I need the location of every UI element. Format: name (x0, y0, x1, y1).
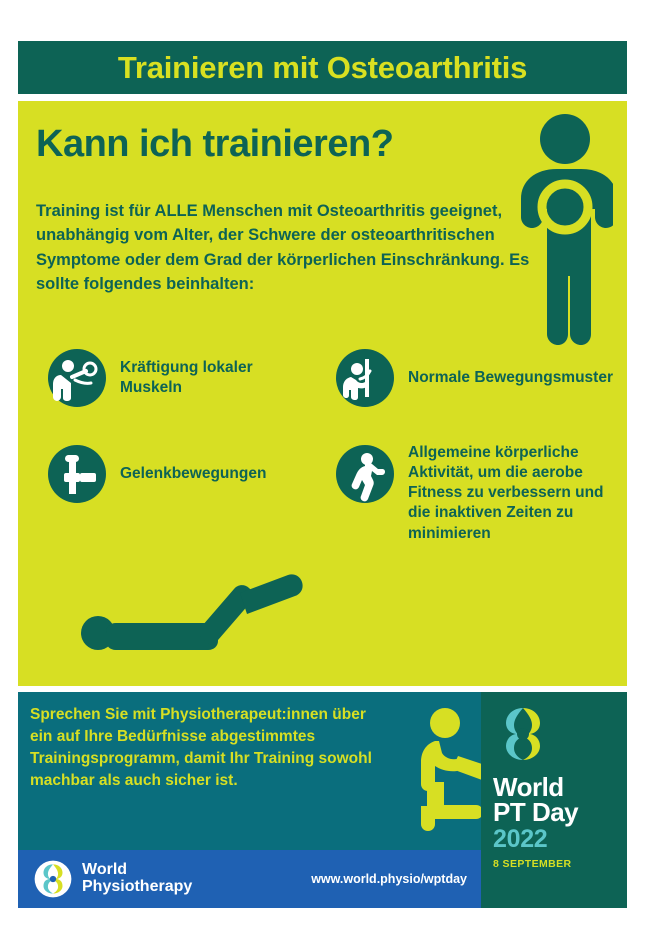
world-physiotherapy-logo-icon (493, 704, 553, 764)
footer-bar (18, 850, 481, 908)
footer-url[interactable]: www.world.physio/wptday (311, 872, 467, 886)
intro-paragraph: Training ist für ALLE Menschen mit Osteoarthritis geeignet, unabhängig vom Alter, der Schwere der osteoarthritischen Symptome oder dem Grad der körperlichen Einschränkung. Es sollte folgendes beinhalten: (36, 202, 530, 294)
advice-text: Sprechen Sie mit Physiotherapeut:innen über ein auf Ihre Bedürfnisse abgestimmtes Trainingsprogramm, damit Ihr Training sowohl machbar als auch sicher ist. (30, 706, 372, 789)
wptday-date: 8 SEPTEMBER (493, 858, 572, 871)
world-pt-day-block (481, 692, 627, 908)
main-panel (18, 101, 627, 686)
wptday-year: 2022 (493, 824, 548, 853)
world-pt-day-title (493, 772, 615, 828)
standing-person-icon (503, 111, 613, 346)
bullet-item-movement (336, 349, 626, 407)
bullet-label: Allgemeine körperliche Aktivität, um die aerobe Fitness zu verbessern und die inaktiven Zeiten zu minimieren (408, 444, 604, 542)
bullet-list (18, 349, 627, 549)
wptday-line2: PT Day (493, 797, 579, 828)
org-line2: Physiotherapy (82, 878, 193, 895)
movement-pattern-icon (336, 349, 394, 407)
bullet-label: Gelenkbewegungen (120, 464, 267, 482)
bullet-item-joints (48, 445, 338, 503)
joint-movement-icon (48, 445, 106, 503)
walking-person-icon (336, 445, 394, 503)
wptday-line1: World (493, 772, 564, 802)
page-title: Trainieren mit Osteoarthritis (117, 50, 528, 85)
world-physiotherapy-mark-icon (34, 860, 72, 898)
bullet-item-activity (336, 445, 626, 544)
muscle-strength-icon (48, 349, 106, 407)
header-bar (18, 41, 627, 94)
bullet-item-strength (48, 349, 318, 407)
bullet-label: Kräftigung lokaler Muskeln (120, 358, 253, 396)
lying-person-icon (70, 541, 320, 661)
main-heading: Kann ich trainieren? (36, 123, 394, 165)
organisation-name (82, 862, 192, 895)
bullet-label: Normale Bewegungsmuster (408, 368, 613, 386)
org-line1: World (82, 861, 128, 879)
